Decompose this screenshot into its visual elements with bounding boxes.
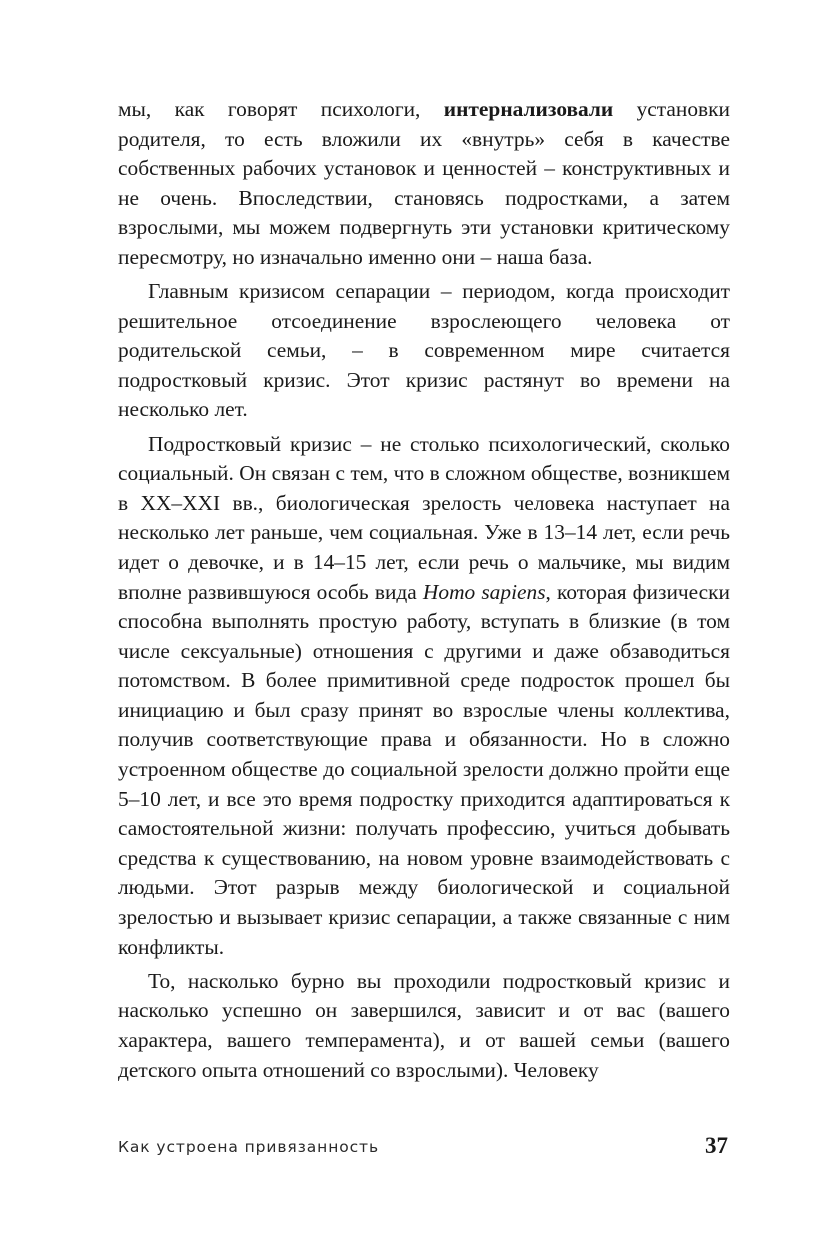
paragraph	[118, 967, 730, 1085]
page-footer	[118, 1133, 730, 1167]
bold-term: интернализовали	[443, 97, 614, 121]
paragraph	[118, 277, 730, 425]
text-run: Главным кризисом сепарации – периодом, когда происходит решительное отсоединение взрослеющего человека от родительской семьи, – в современном мире считается подростковый кризис. Этот кризис растянут во времени на несколько лет.	[118, 279, 730, 422]
text-run: Подростковый кризис – не столько психологический, сколько социальный. Он связан с тем, что в сложном обществе, возникшем в XX–XXI вв., биологическая зрелость человека наступает на несколько лет раньше, чем социальная. Уже в 13–14 лет, если речь идет о девочке, и в 14–15 лет, если речь о мальчике, мы видим вполне развившуюся особь вида	[118, 431, 730, 604]
paragraph	[118, 430, 730, 963]
text-run: , которая физически способна выполнять простую работу, вступать в близкие (в том числе сексуальные) отношения с другими и даже обзаводиться потомством. В более примитивной среде подросток прошел бы инициацию и был сразу принят во взрослые члены коллектива, получив соответствующие права и обязанности. Но в сложно устроенном обществе до социальной зрелости должно пройти еще 5–10 лет, и все это время подростку приходится адаптироваться к самостоятельной жизни: получать профессию, учиться добывать средства к существованию, на новом уровне взаимодействовать с людьми. Этот разрыв между биологической и социальной зрелостью и вызывает кризис сепарации, а также связанные с ним конфликты.	[118, 579, 731, 959]
italic-term: Homo sapiens	[422, 579, 546, 604]
text-run: установки родителя, то есть вложили их «внутрь» себя в качестве собственных рабочих установок и ценностей – конструктивных и не очень. Впоследствии, становясь подростками, а затем взрослыми, мы можем подвергнуть эти установки критическому пересмотру, но изначально именно они – наша база.	[118, 97, 730, 269]
text-run: мы, как говорят психологи,	[118, 97, 444, 121]
running-title: Как устроена привязанность	[118, 1138, 380, 1156]
paragraph	[118, 95, 730, 273]
body-text	[118, 95, 730, 1085]
text-run: То, насколько бурно вы проходили подростковый кризис и насколько успешно он завершился, зависит и от вас (вашего характера, вашего темперамента), и от вашей семьи (вашего детского опыта отношений со взрослыми). Человеку	[118, 968, 730, 1082]
page-number: 37	[705, 1133, 728, 1158]
